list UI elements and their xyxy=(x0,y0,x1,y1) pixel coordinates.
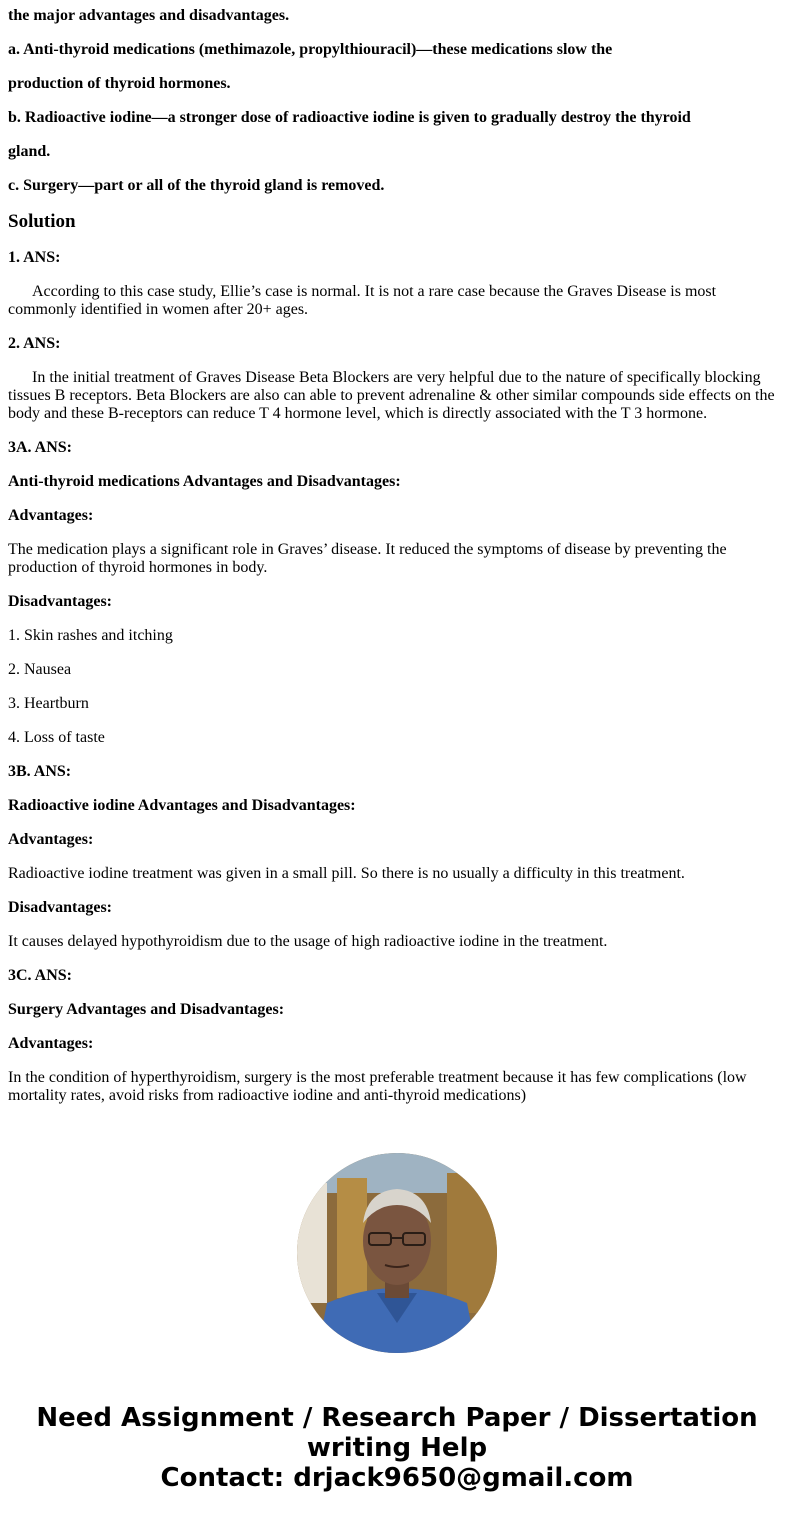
intro-line: b. Radioactive iodine—a stronger dose of radioactive iodine is given to gradually destroy the thyroid xyxy=(8,109,691,126)
answer-title: Surgery Advantages and Disadvantages: xyxy=(8,1001,285,1018)
list-item: 3. Heartburn xyxy=(8,695,89,712)
advantages-text: The medication plays a significant role in Graves’ disease. It reduced the symptoms of disease by preventing the production of thyroid hormones in body. xyxy=(8,541,727,576)
advantages-label: Advantages: xyxy=(8,1035,94,1052)
answer-label: 1. ANS: xyxy=(8,249,61,266)
answer-title: Anti-thyroid medications Advantages and Disadvantages: xyxy=(8,473,401,490)
answer-title: Radioactive iodine Advantages and Disadvantages: xyxy=(8,797,356,814)
list-item: 4. Loss of taste xyxy=(8,729,105,746)
answer-label: 3A. ANS: xyxy=(8,439,73,456)
document-body xyxy=(8,0,780,1121)
intro-line: gland. xyxy=(8,143,51,160)
intro-line: production of thyroid hormones. xyxy=(8,75,231,92)
solution-heading: Solution xyxy=(8,211,76,232)
answer-label: 3C. ANS: xyxy=(8,967,73,984)
answer-text: According to this case study, Ellie’s case is normal. It is not a rare case because the Graves Disease is most commonly identified in women after 20+ ages. xyxy=(8,283,717,318)
intro-line: c. Surgery—part or all of the thyroid gland is removed. xyxy=(8,177,385,194)
promo-line: writing Help xyxy=(306,1433,488,1463)
promo-line: Need Assignment / Research Paper / Dissertation xyxy=(36,1403,758,1433)
advantages-text: Radioactive iodine treatment was given in a small pill. So there is no usually a difficulty in this treatment. xyxy=(8,865,685,882)
list-item: 1. Skin rashes and itching xyxy=(8,627,173,644)
answer-label: 2. ANS: xyxy=(8,335,61,352)
disadvantages-label: Disadvantages: xyxy=(8,593,113,610)
avatar-portrait-icon xyxy=(297,1153,497,1353)
disadvantages-text: It causes delayed hypothyroidism due to the usage of high radioactive iodine in the treatment. xyxy=(8,933,608,950)
list-item: 2. Nausea xyxy=(8,661,72,678)
advantages-label: Advantages: xyxy=(8,507,94,524)
answer-text: In the initial treatment of Graves Disease Beta Blockers are very helpful due to the nature of specifically blocking tissues B receptors. Beta Blockers are also can able to prevent adrenaline & other similar compounds side effects on the body and these B-receptors can reduce T 4 hormone level, which is directly associated with the T 3 hormone. xyxy=(8,369,775,422)
promo-banner xyxy=(0,1403,794,1493)
intro-line: a. Anti-thyroid medications (methimazole, propylthiouracil)—these medications slow the xyxy=(8,41,613,58)
promo-contact: Contact: drjack9650@gmail.com xyxy=(160,1463,634,1493)
intro-line: the major advantages and disadvantages. xyxy=(8,7,290,24)
advantages-label: Advantages: xyxy=(8,831,94,848)
answer-label: 3B. ANS: xyxy=(8,763,72,780)
disadvantages-label: Disadvantages: xyxy=(8,899,113,916)
author-avatar xyxy=(297,1153,497,1353)
advantages-text: In the condition of hyperthyroidism, surgery is the most preferable treatment because it has few complications (low mortality rates, avoid risks from radioactive iodine and anti-thyroid medications) xyxy=(8,1069,747,1104)
